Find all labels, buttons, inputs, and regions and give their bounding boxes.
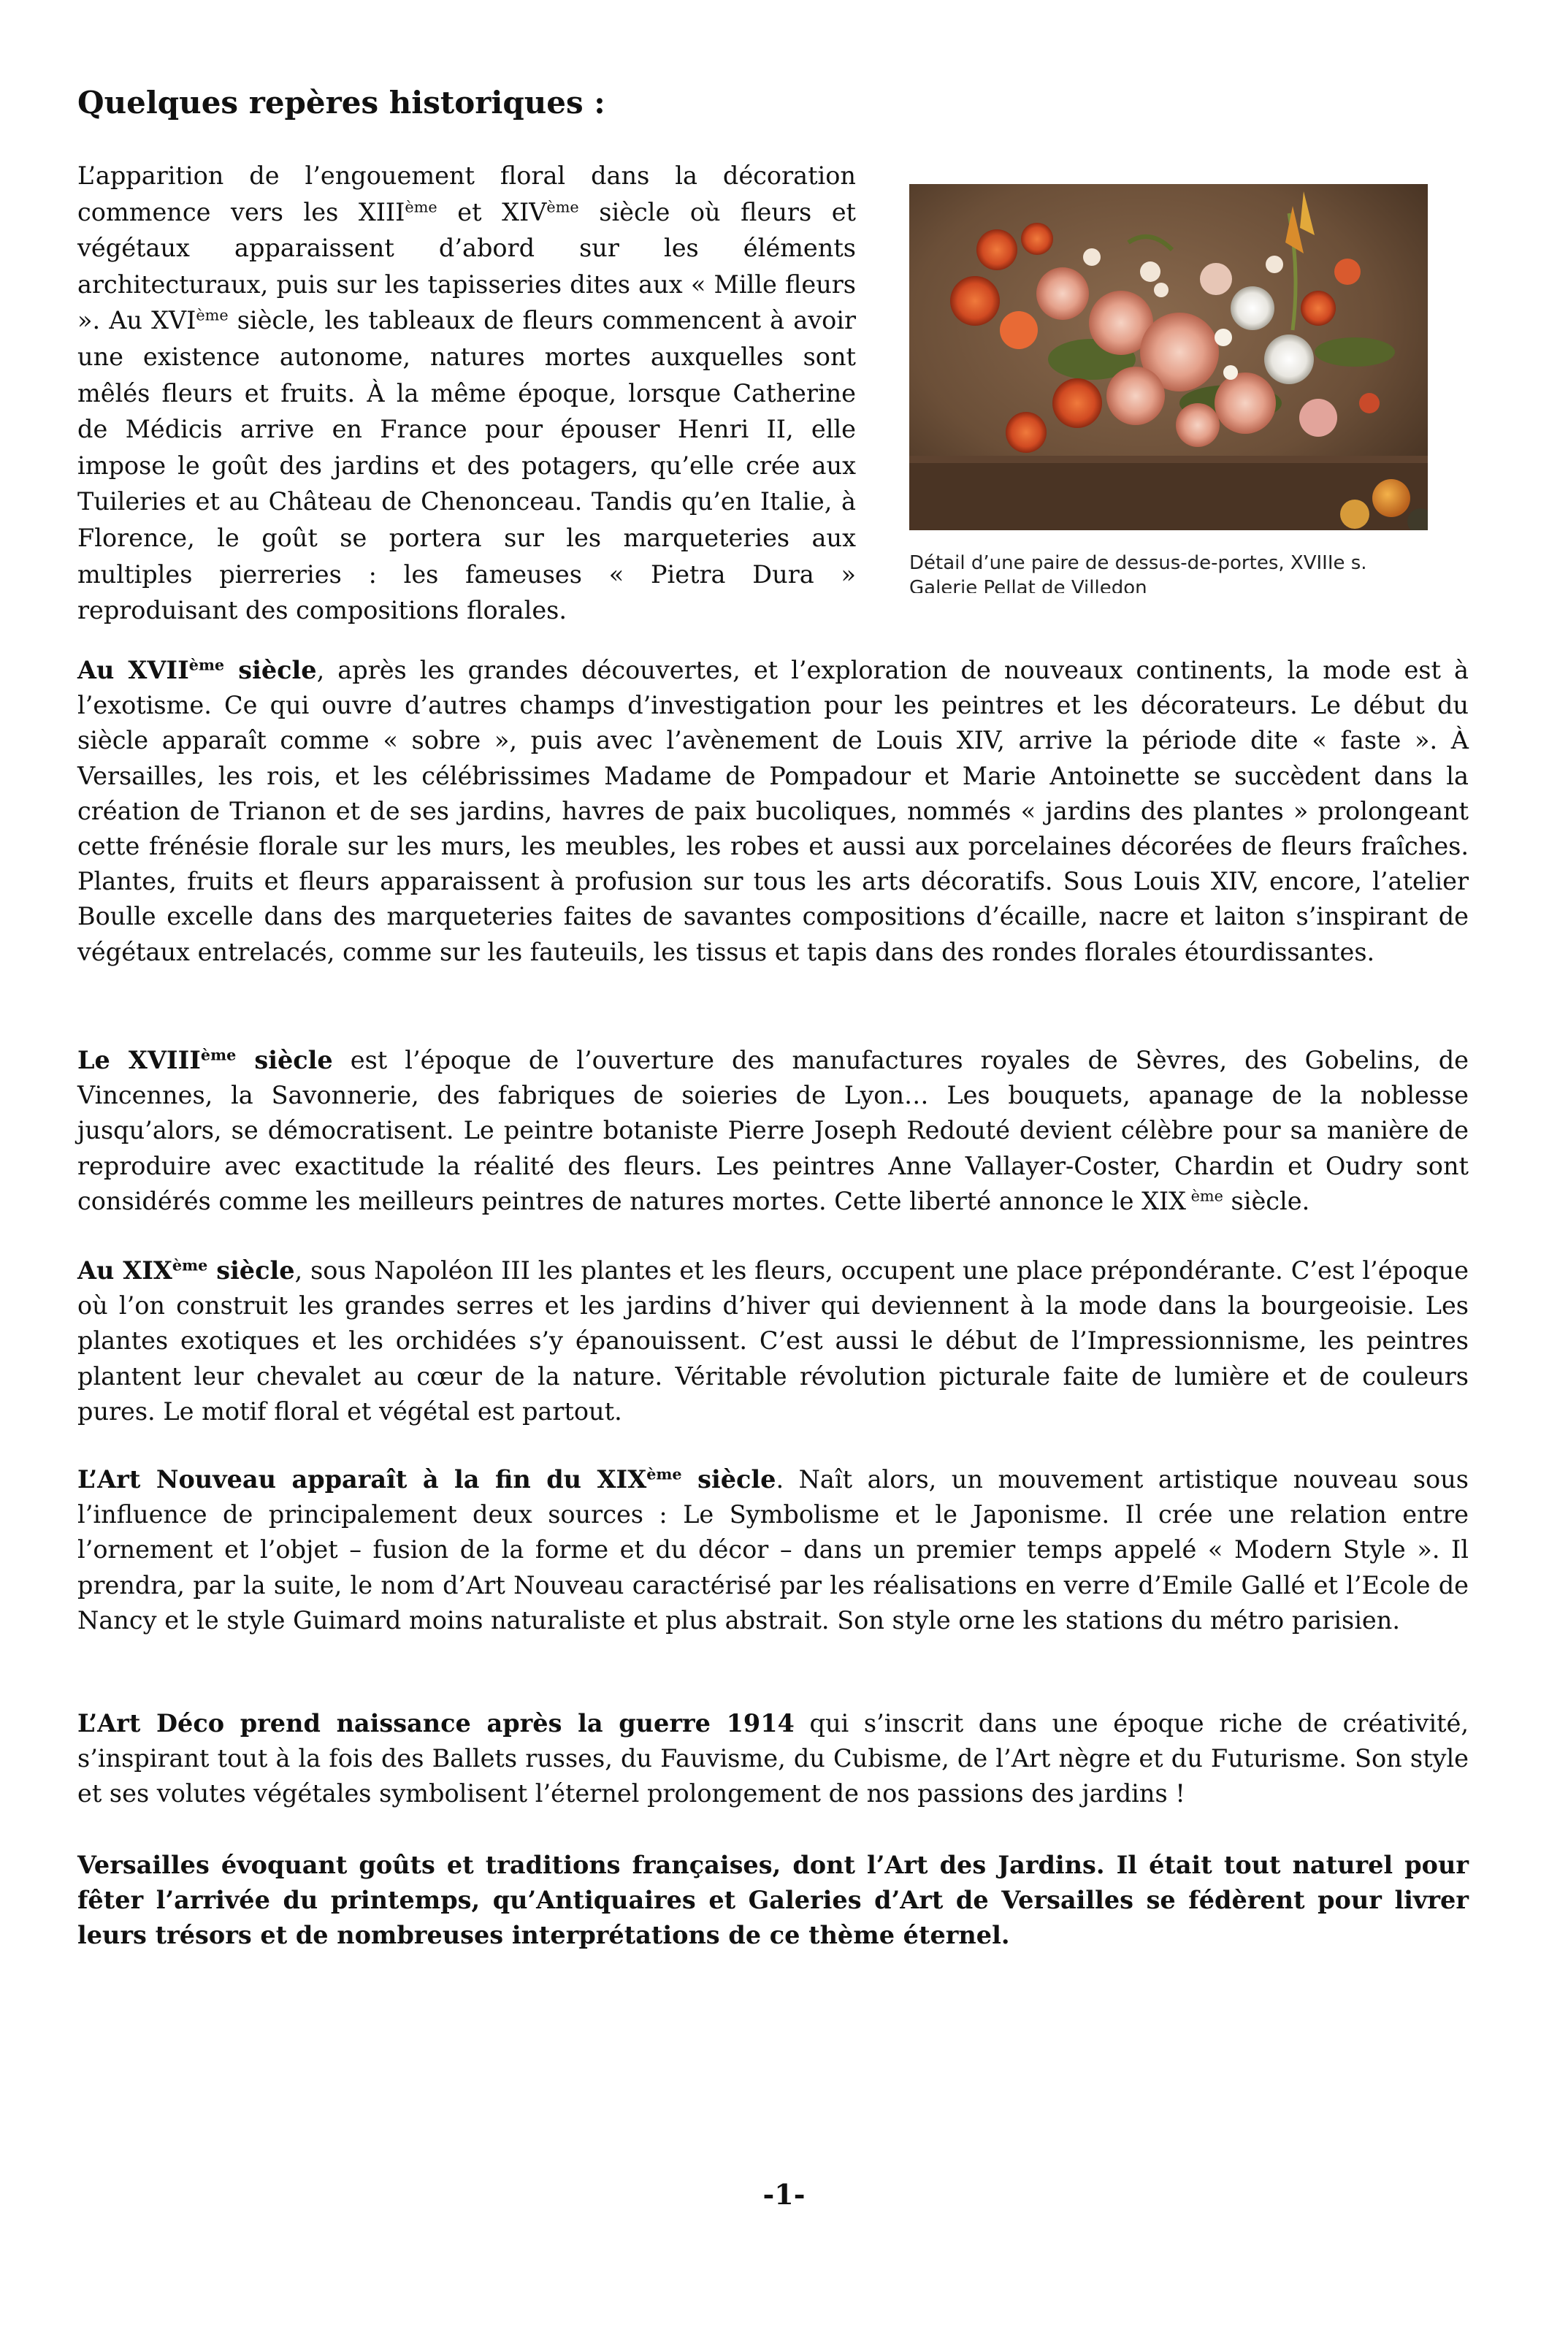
superscript: ème <box>646 1464 682 1483</box>
superscript: ème <box>1186 1187 1223 1205</box>
lead-text: siècle <box>681 1465 776 1494</box>
paragraph-art-deco <box>77 1706 1469 1812</box>
lead-text: Au XIX <box>77 1256 172 1285</box>
paragraph-body: , sous Napoléon III les plantes et les fleurs, occupent une place prépondérante. C’est l’époque où l’on construit les grandes serres et les jardins d’hiver qui deviennent à la mode dans la bourgeoisie. Les plantes exotiques et les orchidées s’y épanouissent. C’est aussi le début de l’Impressionnisme, les peintres plantent leur chevalet au cœur de la nature. Véritable révolution picturale faite de lumière et de couleurs pures. Le motif floral et végétal est partout. <box>77 1256 1469 1426</box>
intro-text: siècle, les tableaux de fleurs commencent à avoir une existence autonome, natures mortes auxquelles sont mêlés fleurs et fruits. À la même époque, lorsque Catherine de Médicis arrive en France pour épouser Henri II, elle impose le goût des jardins et des potagers, qu’elle crée aux Tuileries et au Château de Chenonceau. Tandis qu’en Italie, à Florence, le goût se portera sur les marqueteries aux multiples pierreries : les fameuses « Pietra Dura » reproduisant des compositions florales. <box>77 306 856 625</box>
superscript: ème <box>546 198 579 216</box>
intro-text: L’apparition de l’engouement floral dans la décoration commence vers les XIII <box>77 161 856 226</box>
lead-text: siècle <box>207 1256 295 1285</box>
paragraph-lead <box>77 1046 333 1074</box>
paragraph-body: qui s’inscrit dans une époque riche de créativité, s’inspirant tout à la fois des Ballets russes, du Fauvisme, du Cubisme, de l’Art nègre et du Futurisme. Son style et ses volutes végétales symbolisent l’éternel prolongement de nos passions des jardins ! <box>77 1709 1469 1808</box>
paragraph-body: . Naît alors, un mouvement artistique nouveau sous l’influence de principalement deux sources : Le Symbolisme et le Japonisme. Il crée une relation entre l’ornement et l’objet – fusion de la forme et du décor – dans un premier temps appelé « Modern Style ». Il prendra, par la suite, le nom d’Art Nouveau caractérisé par les réalisations en verre d’Emile Gallé et l’Ecole de Nancy et le style Guimard moins naturaliste et plus abstrait. Son style orne les stations du métro parisien. <box>77 1465 1469 1635</box>
paragraph-lead <box>77 1465 776 1494</box>
closing-paragraph: Versailles évoquant goûts et traditions françaises, dont l’Art des Jardins. Il était tout naturel pour fêter l’arrivée du printemps, qu’Antiquaires et Galeries d’Art de Versailles se fédèrent pour livrer leurs trésors et de nombreuses interprétations de ce thème éternel. <box>77 1851 1469 1950</box>
paragraph-lead: L’Art Déco prend naissance après la guerre 1914 <box>77 1709 795 1738</box>
intro-paragraph <box>77 158 856 629</box>
superscript: ème <box>188 655 225 674</box>
paragraph-17th-century <box>77 653 1469 970</box>
figure-caption <box>909 551 1428 593</box>
paragraph-body: siècle. <box>1223 1186 1310 1215</box>
superscript: ème <box>172 1255 208 1274</box>
lead-text: L’Art Nouveau apparaît à la fin du XIX <box>77 1465 647 1494</box>
paragraph-18th-century <box>77 1043 1469 1219</box>
intro-text: et XIV <box>437 197 547 226</box>
paragraph-lead <box>77 656 317 684</box>
paragraph-art-nouveau <box>77 1462 1469 1638</box>
page-title: Quelques repères historiques : <box>77 85 605 121</box>
lead-text: Au XVII <box>77 656 189 684</box>
paragraph-body: , après les grandes découvertes, et l’exploration de nouveaux continents, la mode est à l’exotisme. Ce qui ouvre d’autres champs d’investigation pour les peintres et les décorateurs. Le début du siècle apparaît comme « sobre », puis avec l’avènement de Louis XIV, arrive la période dite « faste ». À Versailles, les rois, et les célébrissimes Madame de Pompadour et Marie Antoinette se succèdent dans la création de Trianon et de ses jardins, havres de paix bucoliques, nommés « jardins des plantes » prolongeant cette frénésie florale sur les murs, les meubles, les robes et aussi aux porcelaines décorées de fleurs fraîches. Plantes, fruits et fleurs apparaissent à profusion sur tous les arts décoratifs. Sous Louis XIV, encore, l’atelier Boulle excelle dans des marqueteries faites de savantes compositions d’écaille, nacre et laiton s’inspirant de végétaux entrelacés, comme sur les fauteuils, les tissus et tapis dans des rondes florales étourdissantes. <box>77 656 1469 966</box>
intro-text: siècle où fleurs et végétaux apparaissent d’abord sur les éléments architecturaux, puis sur les tapisseries dites aux « Mille fleurs ». Au XVI <box>77 197 856 335</box>
superscript: ème <box>196 306 229 324</box>
page-number: -1- <box>762 2178 806 2211</box>
lead-text: siècle <box>236 1046 333 1074</box>
figure <box>909 184 1428 593</box>
caption-line: Galerie Pellat de Villedon <box>909 577 1147 593</box>
caption-line: Détail d’une paire de dessus-de-portes, XVIIIe s. <box>909 552 1367 574</box>
paragraph-body: est l’époque de l’ouverture des manufactures royales de Sèvres, des Gobelins, de Vincennes, la Savonnerie, des fabriques de soieries de Lyon… Les bouquets, apanage de la noblesse jusqu’alors, se démocratisent. Le peintre botaniste Pierre Joseph Redouté devient célèbre pour sa manière de reproduire avec exactitude la réalité des fleurs. Les peintres Anne Vallayer-Coster, Chardin et Oudry sont considérés comme les meilleurs peintres de natures mortes. Cette liberté annonce le XIX <box>77 1046 1469 1215</box>
lead-text: Le XVIII <box>77 1046 201 1074</box>
superscript: ème <box>405 198 437 216</box>
paragraph-19th-century <box>77 1253 1469 1429</box>
superscript: ème <box>200 1045 237 1064</box>
lead-text: siècle <box>224 656 317 684</box>
flower-painting-image <box>909 184 1428 530</box>
paragraph-lead <box>77 1256 295 1285</box>
